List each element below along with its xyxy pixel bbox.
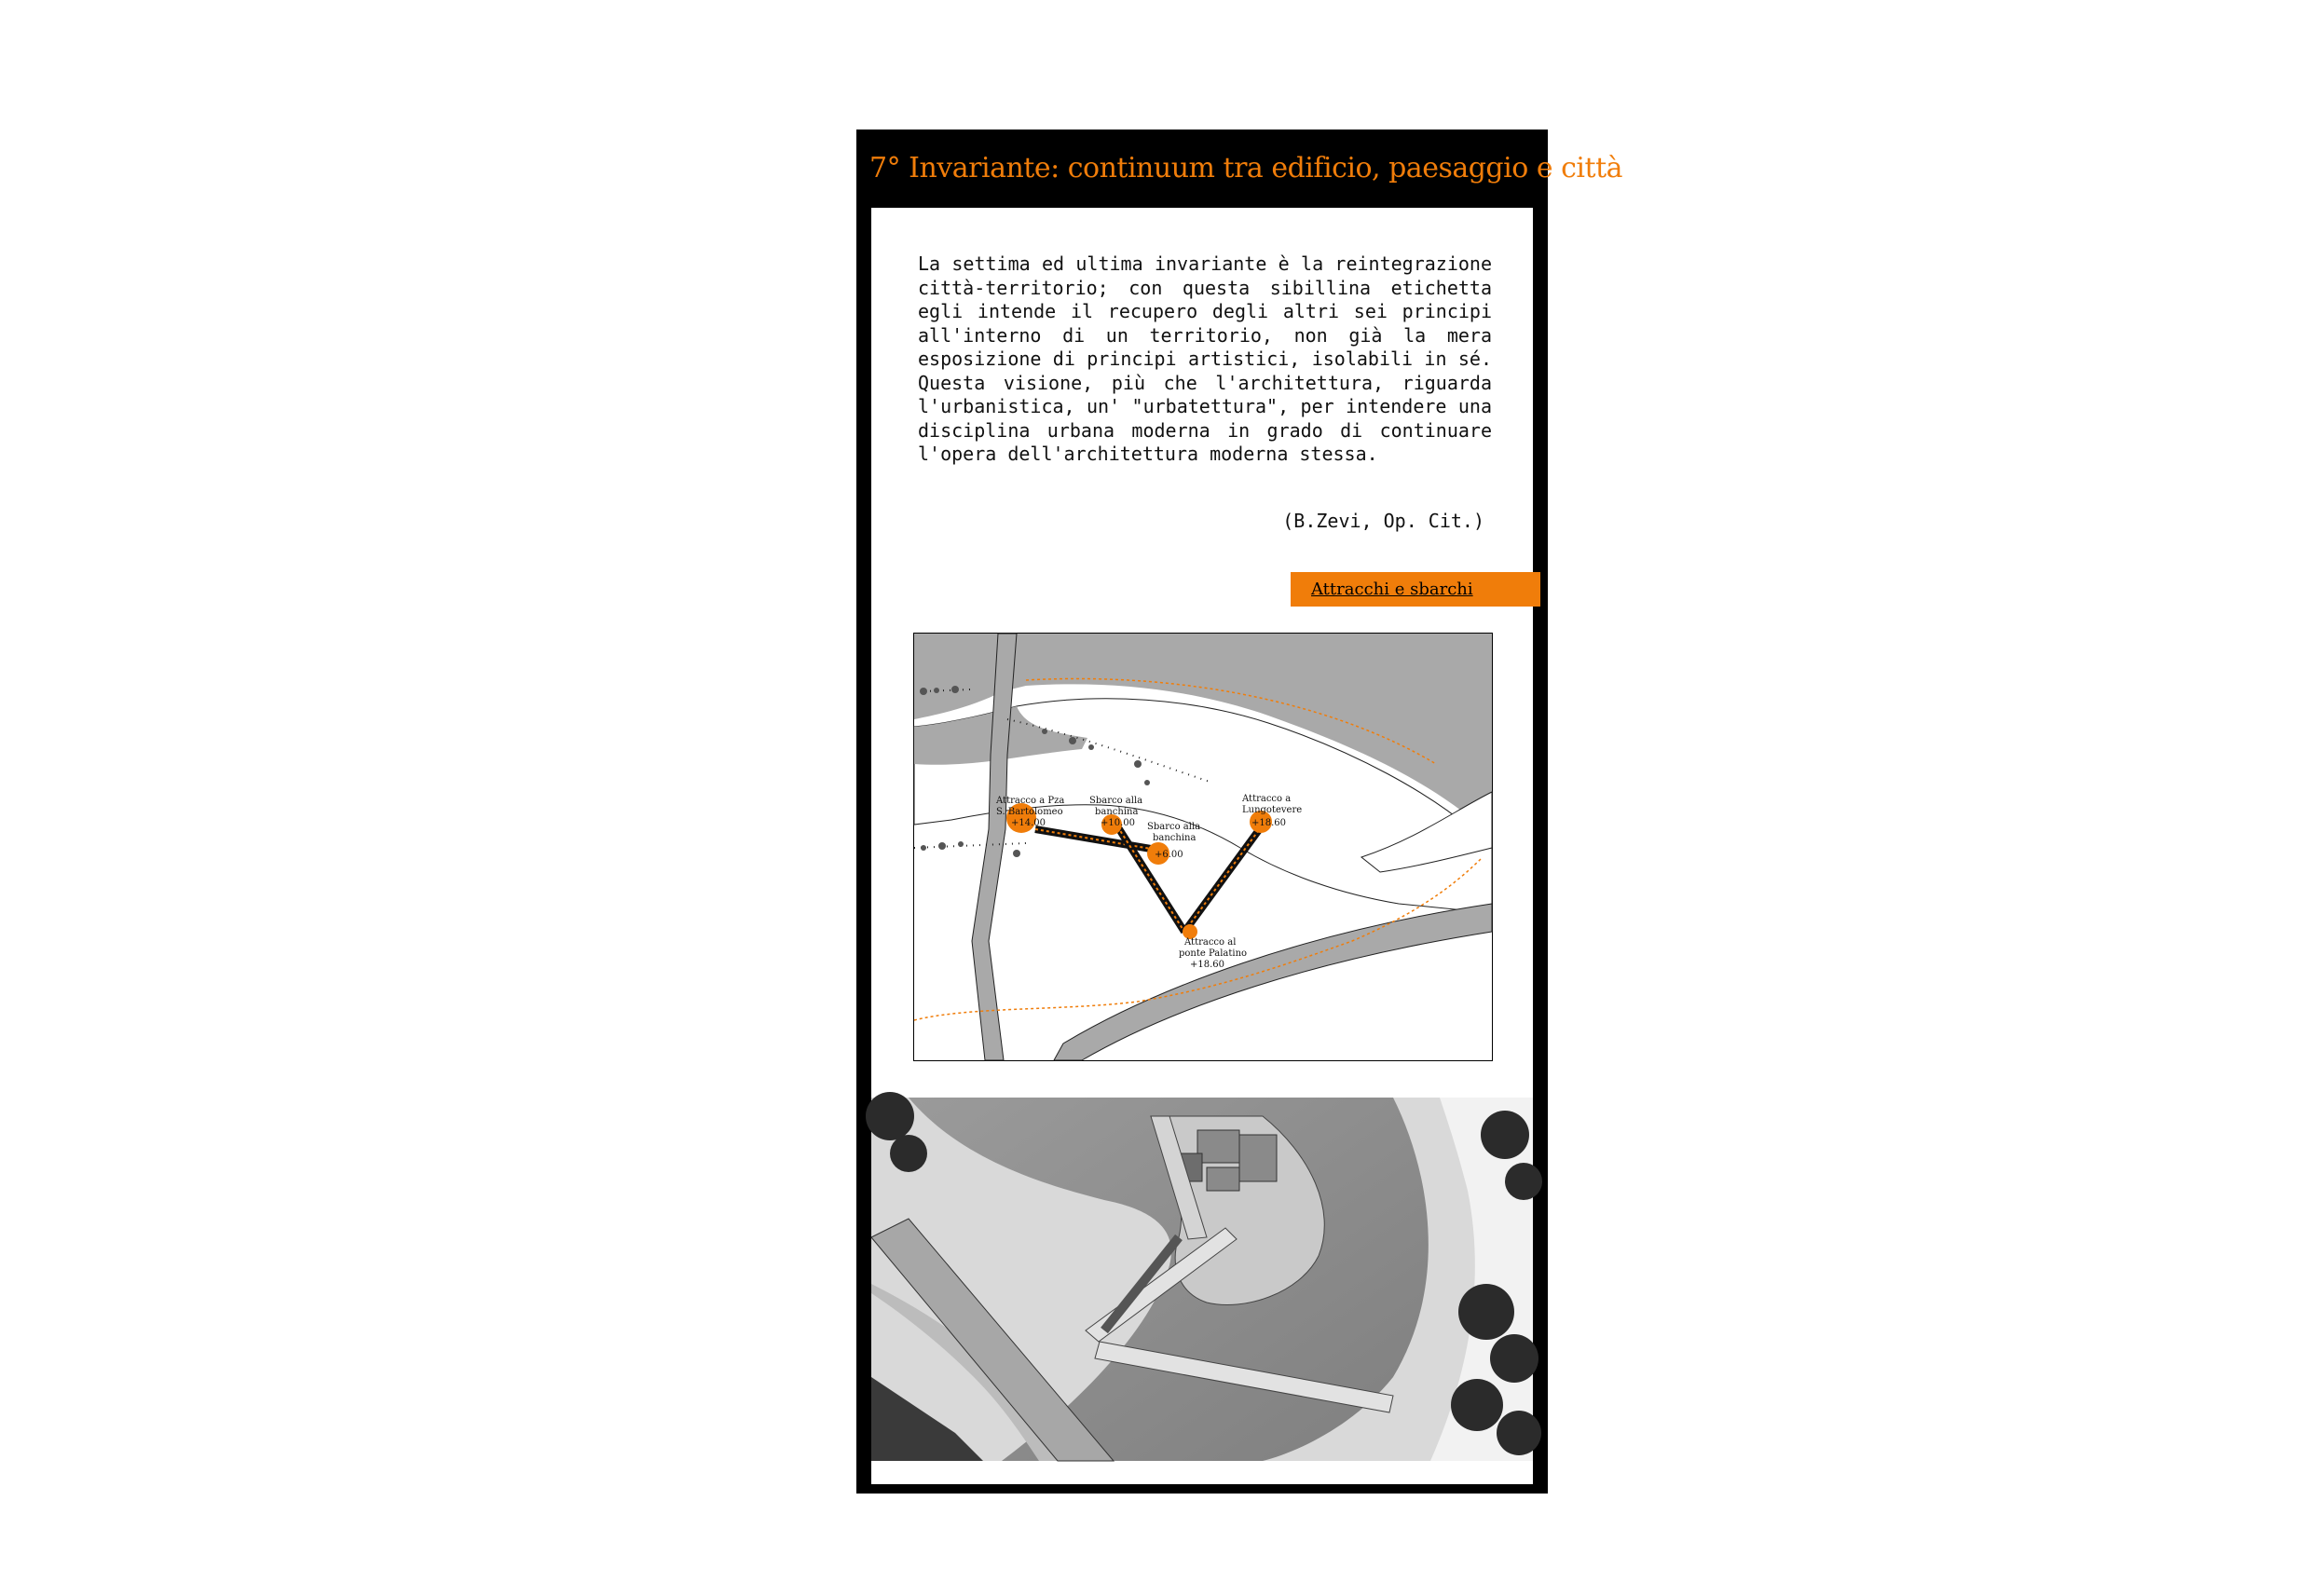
label-banchina1-3: +10.00: [1101, 818, 1136, 828]
site-map: [913, 633, 1493, 1061]
content-area: [871, 208, 1533, 1484]
label-bartolomeo-1: Attracco a Pza: [996, 796, 1065, 806]
aerial-render: [871, 1098, 1533, 1461]
section-tag[interactable]: [1291, 572, 1540, 607]
aerial-render-drawing: [871, 1098, 1533, 1461]
label-bartolomeo-2: S. Bartolomeo: [996, 807, 1063, 817]
label-bartolomeo-3: +14.00: [1011, 818, 1046, 828]
label-lungotevere-1: Attracco a: [1242, 794, 1292, 804]
label-banchina1-2: banchina: [1095, 807, 1139, 817]
label-palatino-2: ponte Palatino: [1179, 948, 1248, 959]
label-lungotevere-2: Lungotevere: [1242, 805, 1303, 815]
label-lungotevere-3: +18.60: [1251, 818, 1287, 828]
label-banchina1-1: Sbarco alla: [1089, 796, 1143, 806]
site-map-drawing: [914, 634, 1492, 1060]
poster-panel: [856, 130, 1623, 1494]
page-title: 7° Invariante: continuum tra edificio, paesaggio e città: [869, 152, 1623, 184]
quote-source: (B.Zevi, Op. Cit.): [1282, 510, 1484, 532]
label-palatino-1: Attracco al: [1184, 937, 1237, 948]
label-palatino-3: +18.60: [1190, 960, 1225, 970]
label-banchina2-2: banchina: [1153, 833, 1197, 843]
label-banchina2-3: +6.00: [1155, 850, 1183, 860]
section-tag-label: Attracchi e sbarchi: [1311, 580, 1473, 599]
quote-text: La settima ed ultima invariante è la reintegrazione città-territorio; con questa sibillina etichetta egli intende il recupero degli altri sei principi all'interno di un territorio, non già la mera esposizione di principi artistici, isolabili in sé. Questa visione, più che l'architettura, riguarda l'urbanistica, un' "urbatettura", per intendere una disciplina urbana moderna in grado di continuare l'opera dell'architettura moderna stessa.: [918, 252, 1492, 465]
label-banchina2-1: Sbarco alla: [1147, 822, 1201, 832]
